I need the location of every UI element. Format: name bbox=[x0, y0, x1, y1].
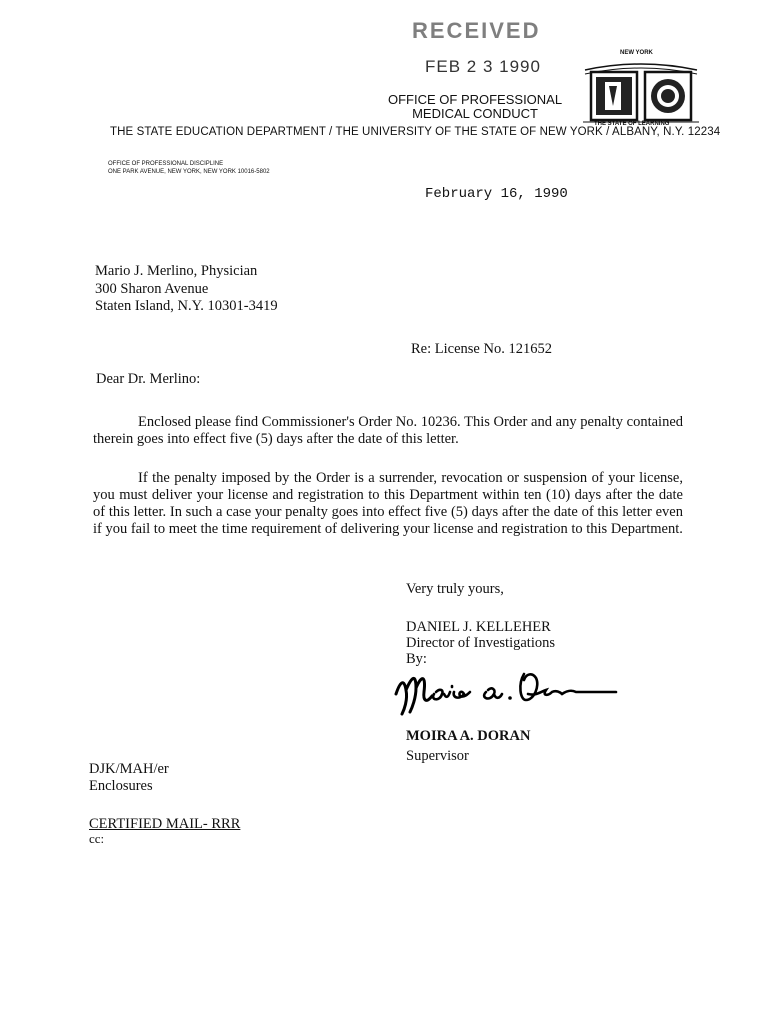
office-address bbox=[108, 160, 270, 176]
recipient-address bbox=[95, 263, 278, 316]
closing: Very truly yours, bbox=[406, 581, 504, 597]
reference-initials: DJK/MAH/er bbox=[89, 761, 169, 777]
salutation: Dear Dr. Merlino: bbox=[96, 371, 201, 387]
recipient-city: Staten Island, N.Y. 10301-3419 bbox=[95, 298, 278, 314]
body-paragraph-2: If the penalty imposed by the Order is a surrender, revocation or suspension of your license, you must deliver your license and registration to this Department within ten (10) days after the date of this letter. In such a case your penalty goes into effect five (5) days after the date of this letter even if you fail to meet the time requirement of delivering your license and registration to this Department. bbox=[93, 470, 683, 537]
letter-date: February 16, 1990 bbox=[425, 186, 568, 202]
received-stamp-date: FEB 2 3 1990 bbox=[425, 57, 541, 76]
sub-signer-block bbox=[406, 726, 530, 766]
reference-line: Re: License No. 121652 bbox=[411, 341, 552, 357]
stamp-office-line1: OFFICE OF PROFESSIONAL bbox=[388, 92, 563, 107]
stamp-office-line2: MEDICAL CONDUCT bbox=[412, 106, 538, 121]
department-header: THE STATE EDUCATION DEPARTMENT / THE UNIVERSITY OF THE STATE OF NEW YORK / ALBANY, N.Y. 12234 bbox=[110, 126, 721, 138]
office-name: OFFICE OF PROFESSIONAL DISCIPLINE bbox=[108, 161, 224, 167]
recipient-name: Mario J. Merlino, Physician bbox=[95, 263, 258, 279]
office-street: ONE PARK AVENUE, NEW YORK, NEW YORK 10016-5802 bbox=[108, 169, 270, 175]
seal-bottom-text: THE STATE OF LEARNING bbox=[594, 121, 670, 127]
recipient-street: 300 Sharon Avenue bbox=[95, 280, 209, 297]
certified-mail-note: CERTIFIED MAIL- RRR bbox=[89, 816, 241, 832]
enclosures-note: Enclosures bbox=[89, 778, 153, 794]
body-paragraph-1: Enclosed please find Commissioner's Order No. 10236. This Order and any penalty contained therein goes into effect five (5) days after the date of this letter. bbox=[93, 414, 683, 447]
handwritten-signature bbox=[390, 664, 630, 718]
signer-name: DANIEL J. KELLEHER bbox=[406, 619, 551, 635]
by-label: By: bbox=[406, 651, 427, 667]
signer-title: Director of Investigations bbox=[406, 635, 555, 651]
cc-line: cc: bbox=[89, 831, 105, 846]
reference-initials-block bbox=[89, 761, 169, 795]
seal-top-text: NEW YORK bbox=[620, 50, 653, 56]
received-stamp-office bbox=[388, 93, 562, 121]
received-stamp: RECEIVED bbox=[412, 18, 541, 43]
sub-signer-title: Supervisor bbox=[406, 748, 469, 764]
sub-signer-name: MOIRA A. DORAN bbox=[406, 728, 531, 744]
state-seal-logo bbox=[583, 50, 699, 128]
signer-block bbox=[406, 619, 555, 667]
